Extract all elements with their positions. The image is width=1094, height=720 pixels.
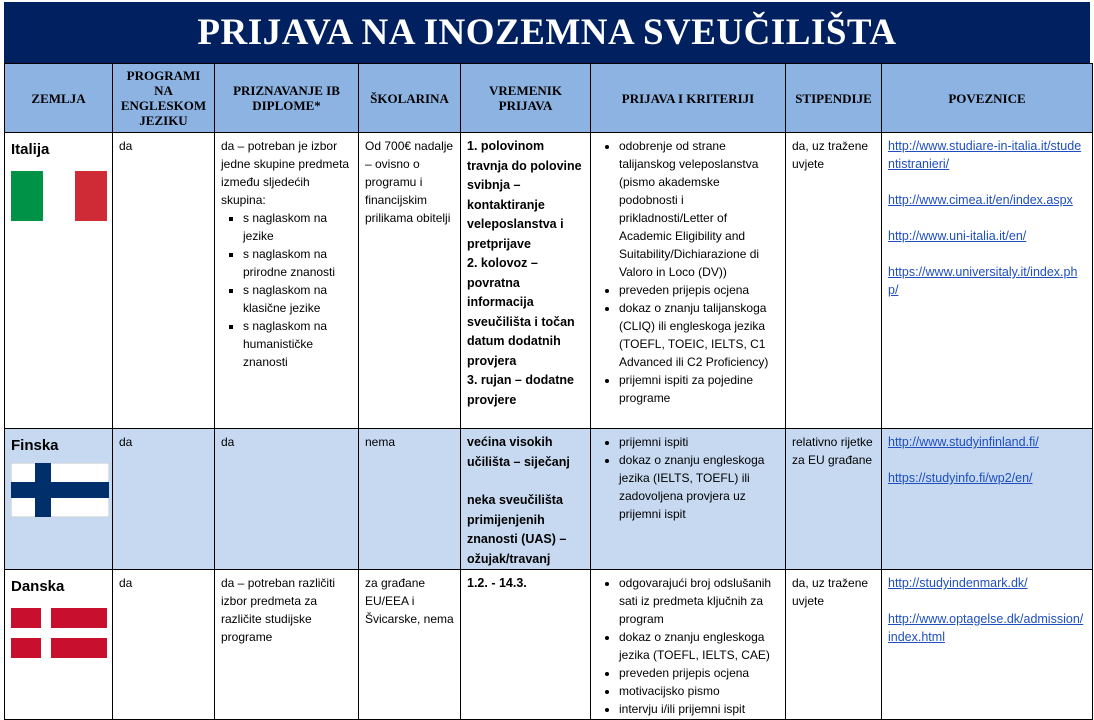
- english-cell: da: [113, 133, 215, 429]
- ib-intro: da – potreban je izbor jedne skupine predmeta između sljedećih skupina:: [221, 139, 350, 207]
- list-item: ▪ s naglaskom na klasične jezike: [243, 281, 352, 317]
- link-cimea[interactable]: http://www.cimea.it/en/index.aspx: [888, 193, 1073, 207]
- list-item: ▪ s naglaskom na prirodne znanosti: [243, 245, 352, 281]
- header-tuition: ŠKOLARINA: [359, 64, 461, 133]
- header-scholarships: STIPENDIJE: [786, 64, 882, 133]
- list-item: • preveden prijepis ocjena: [619, 664, 779, 682]
- country-name: Danska: [11, 578, 65, 595]
- link-studyinfo[interactable]: https://studyinfo.fi/wp2/en/: [888, 471, 1033, 485]
- list-item: • preveden prijepis ocjena: [619, 281, 779, 299]
- link-studyinfinland[interactable]: http://www.studyinfinland.fi/: [888, 435, 1039, 449]
- ib-cell: da: [215, 429, 359, 570]
- ib-cell: da – potreban različiti izbor predmeta za različite studijske programe: [215, 570, 359, 720]
- denmark-flag-icon: [11, 608, 107, 658]
- timeline-item: 1. polovinom travnja do polovine svibnja – kontaktiranje veleposlanstva i pretprijave: [467, 139, 582, 251]
- criteria-cell: [591, 133, 786, 429]
- table-row-italy: [5, 133, 1093, 429]
- list-item: • intervju i/ili prijemni ispit: [619, 700, 779, 718]
- tuition-cell: nema: [359, 429, 461, 570]
- timeline-cell: [461, 133, 591, 429]
- tuition-cell: Od 700€ nadalje – ovisno o programu i financijskim prilikama obitelji: [359, 133, 461, 429]
- timeline-item: 2. kolovoz – povratna informacija sveučilišta i točan datum dodatnih provjera: [467, 256, 575, 368]
- country-name: Italija: [11, 141, 50, 158]
- universities-table: [4, 63, 1093, 720]
- list-item: • prijemni ispiti: [619, 433, 779, 451]
- timeline-item: 1.2. - 14.3.: [467, 576, 527, 590]
- english-cell: da: [113, 429, 215, 570]
- header-country: ZEMLJA: [5, 64, 113, 133]
- links-cell: [882, 570, 1093, 720]
- list-item: ▪ s naglaskom na jezike: [243, 209, 352, 245]
- italy-flag-icon: [11, 171, 107, 221]
- link-studyindenmark[interactable]: http://studyindenmark.dk/: [888, 576, 1028, 590]
- header-english-programs: PROGRAMI NA ENGLESKOM JEZIKU: [113, 64, 215, 133]
- country-cell: [5, 429, 113, 570]
- table-row-finland: [5, 429, 1093, 570]
- link-optagelse[interactable]: http://www.optagelse.dk/admission/index.html: [888, 612, 1084, 644]
- tuition-cell: za građane EU/EEA i Švicarske, nema: [359, 570, 461, 720]
- finland-flag-icon: [11, 463, 109, 517]
- list-item: • prijemni ispiti za pojedine programe: [619, 371, 779, 407]
- list-item: ▪ s naglaskom na humanističke znanosti: [243, 317, 352, 371]
- scholarship-cell: da, uz tražene uvjete: [786, 133, 882, 429]
- header-criteria: PRIJAVA I KRITERIJI: [591, 64, 786, 133]
- page-title: PRIJAVA NA INOZEMNA SVEUČILIŠTA: [4, 2, 1090, 63]
- table-header-row: [5, 64, 1093, 133]
- links-cell: [882, 429, 1093, 570]
- list-item: • odgovarajući broj odslušanih sati iz predmeta ključnih za program: [619, 574, 779, 628]
- links-cell: [882, 133, 1093, 429]
- country-name: Finska: [11, 437, 59, 454]
- link-universitaly[interactable]: https://www.universitaly.it/index.php/: [888, 265, 1078, 297]
- link-studiare[interactable]: http://www.studiare-in-italia.it/studentistranieri/: [888, 139, 1082, 171]
- country-cell: [5, 133, 113, 429]
- criteria-cell: [591, 429, 786, 570]
- list-item: • motivacijsko pismo: [619, 682, 779, 700]
- link-uni-italia[interactable]: http://www.uni-italia.it/en/: [888, 229, 1027, 243]
- timeline-item: neka sveučilišta primijenjenih znanosti (UAS) – ožujak/travanj: [467, 493, 567, 566]
- list-item: • odobrenje od strane talijanskog veleposlanstva (pismo akademske podobnosti i prikladnosti/Letter of Academic Eligibility and Suitability/Dichiarazione di Valoro in Loco (DV)): [619, 137, 779, 281]
- timeline-cell: [461, 429, 591, 570]
- list-item: • dokaz o znanju engleskoga jezika (TOEFL, IELTS, CAE): [619, 628, 779, 664]
- list-item: • dokaz o znanju engleskoga jezika (IELTS, TOEFL) ili zadovoljena provjera uz prijemni ispit: [619, 451, 779, 523]
- timeline-item: većina visokih učilišta – siječanj: [467, 435, 570, 469]
- header-ib-recognition: PRIZNAVANJE IB DIPLOME*: [215, 64, 359, 133]
- table-row-denmark: [5, 570, 1093, 720]
- english-cell: da: [113, 570, 215, 720]
- ib-cell: [215, 133, 359, 429]
- scholarship-cell: da, uz tražene uvjete: [786, 570, 882, 720]
- country-cell: [5, 570, 113, 720]
- timeline-item: 3. rujan – dodatne provjere: [467, 373, 574, 407]
- criteria-cell: [591, 570, 786, 720]
- scholarship-cell: relativno rijetke za EU građane: [786, 429, 882, 570]
- list-item: • dokaz o znanju talijanskoga (CLIQ) ili engleskoga jezika (TOEFL, TOEIC, IELTS, C1 Advanced ili C2 Proficiency): [619, 299, 779, 371]
- timeline-cell: [461, 570, 591, 720]
- header-timeline: VREMENIK PRIJAVA: [461, 64, 591, 133]
- header-links: POVEZNICE: [882, 64, 1093, 133]
